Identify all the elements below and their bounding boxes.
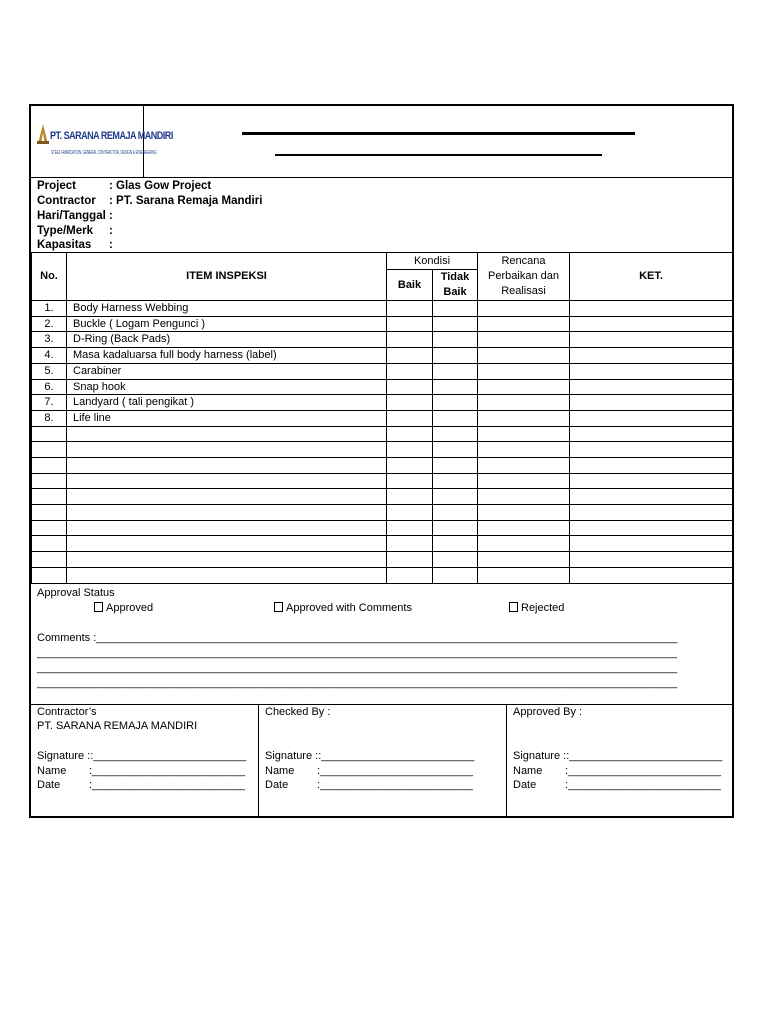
info-row-project [37, 179, 211, 194]
signature-checked-by [259, 704, 507, 818]
inspection-table [31, 252, 733, 584]
row-baik-cell[interactable] [387, 442, 433, 458]
approval-title: Approval Status [37, 587, 115, 599]
row-rencana-cell[interactable] [478, 520, 570, 536]
signature-approved-by [507, 704, 732, 818]
row-tidak-baik-cell[interactable] [433, 379, 478, 395]
row-ket-cell[interactable] [570, 410, 733, 426]
name-field[interactable]: Name :_________________________ [513, 765, 721, 777]
row-baik-cell[interactable] [387, 473, 433, 489]
row-tidak-baik-cell[interactable] [433, 395, 478, 411]
table-row [32, 489, 733, 505]
rejected-checkbox[interactable] [509, 602, 518, 612]
row-item [67, 426, 387, 442]
row-item: Snap hook [67, 379, 387, 395]
signature-title: Contractor’s [37, 706, 97, 718]
row-number [32, 505, 67, 521]
row-item [67, 489, 387, 505]
row-number [32, 426, 67, 442]
row-item [67, 536, 387, 552]
subtitle-line [275, 154, 602, 156]
row-tidak-baik-cell[interactable] [433, 567, 478, 583]
row-item: Buckle ( Logam Pengunci ) [67, 316, 387, 332]
row-item: Landyard ( tali pengikat ) [67, 395, 387, 411]
approved-option[interactable] [94, 602, 153, 614]
row-rencana-cell[interactable] [478, 426, 570, 442]
name-field[interactable]: Name :_________________________ [265, 765, 473, 777]
row-item [67, 567, 387, 583]
row-tidak-baik-cell[interactable] [433, 473, 478, 489]
row-tidak-baik-cell[interactable] [433, 458, 478, 474]
row-rencana-cell[interactable] [478, 379, 570, 395]
row-tidak-baik-cell[interactable] [433, 552, 478, 568]
row-baik-cell[interactable] [387, 410, 433, 426]
header-baik: Baik [387, 270, 433, 301]
title-line [242, 132, 635, 135]
info-value: : [109, 210, 113, 222]
row-tidak-baik-cell[interactable] [433, 426, 478, 442]
row-ket-cell[interactable] [570, 348, 733, 364]
table-row [32, 316, 733, 332]
row-number: 5. [32, 363, 67, 379]
row-baik-cell[interactable] [387, 395, 433, 411]
comments-line: _______________________________________________________________________________________________ [96, 632, 678, 644]
date-field[interactable]: Date :_________________________ [37, 779, 245, 791]
row-baik-cell[interactable] [387, 458, 433, 474]
table-row [32, 379, 733, 395]
company-logo [31, 106, 173, 177]
row-baik-cell[interactable] [387, 505, 433, 521]
row-baik-cell[interactable] [387, 316, 433, 332]
header-ket: KET. [570, 253, 733, 301]
info-row-contractor [37, 194, 262, 209]
info-label: Kapasitas [37, 239, 92, 251]
row-tidak-baik-cell[interactable] [433, 489, 478, 505]
row-number: 4. [32, 348, 67, 364]
row-item: Carabiner [67, 363, 387, 379]
approval-section [31, 584, 732, 705]
row-number: 7. [32, 395, 67, 411]
row-item [67, 442, 387, 458]
signature-field[interactable]: Signature ::_________________________ [513, 750, 723, 762]
table-row [32, 395, 733, 411]
row-number [32, 567, 67, 583]
row-baik-cell[interactable] [387, 552, 433, 568]
row-rencana-cell[interactable] [478, 363, 570, 379]
row-tidak-baik-cell[interactable] [433, 363, 478, 379]
row-tidak-baik-cell[interactable] [433, 348, 478, 364]
comments-line[interactable]: _____________________________________________________________________________________________________________ [37, 647, 678, 659]
row-item: Body Harness Webbing [67, 301, 387, 317]
table-row [32, 332, 733, 348]
comments-label: Comments : [37, 632, 97, 644]
row-item [67, 458, 387, 474]
row-rencana-cell[interactable] [478, 332, 570, 348]
row-tidak-baik-cell[interactable] [433, 316, 478, 332]
row-baik-cell[interactable] [387, 379, 433, 395]
row-baik-cell[interactable] [387, 332, 433, 348]
row-number: 3. [32, 332, 67, 348]
table-row [32, 442, 733, 458]
signature-title: Checked By : [265, 706, 331, 718]
info-value: : [109, 225, 113, 237]
row-rencana-cell[interactable] [478, 458, 570, 474]
date-field[interactable]: Date :_________________________ [265, 779, 473, 791]
table-row [32, 520, 733, 536]
row-baik-cell[interactable] [387, 301, 433, 317]
row-ket-cell[interactable] [570, 489, 733, 505]
row-number: 8. [32, 410, 67, 426]
row-ket-cell[interactable] [570, 316, 733, 332]
row-ket-cell[interactable] [570, 332, 733, 348]
comments-field[interactable] [37, 632, 677, 644]
info-label: Contractor [37, 195, 96, 207]
date-field[interactable]: Date :_________________________ [513, 779, 721, 791]
info-value: : PT. Sarana Remaja Mandiri [109, 195, 263, 207]
comments-line[interactable]: _____________________________________________________________________________________________________________ [37, 677, 678, 689]
row-baik-cell[interactable] [387, 536, 433, 552]
name-field[interactable]: Name :_________________________ [37, 765, 245, 777]
row-number [32, 520, 67, 536]
rejected-label: Rejected [521, 602, 565, 614]
header-tidak-baik: Tidak Baik [433, 270, 478, 301]
row-number: 2. [32, 316, 67, 332]
info-row-capacity [37, 238, 113, 253]
row-tidak-baik-cell[interactable] [433, 520, 478, 536]
approved-label: Approved [106, 602, 154, 614]
row-ket-cell[interactable] [570, 426, 733, 442]
logo-icon [37, 124, 49, 144]
table-row [32, 363, 733, 379]
row-tidak-baik-cell[interactable] [433, 505, 478, 521]
row-ket-cell[interactable] [570, 301, 733, 317]
row-rencana-cell[interactable] [478, 567, 570, 583]
table-row [32, 505, 733, 521]
table-row [32, 301, 733, 317]
project-info [31, 177, 732, 253]
row-tidak-baik-cell[interactable] [433, 536, 478, 552]
row-ket-cell[interactable] [570, 567, 733, 583]
info-label: Type/Merk [37, 225, 94, 237]
signature-field[interactable]: Signature ::_________________________ [265, 750, 475, 762]
row-number [32, 489, 67, 505]
row-tidak-baik-cell[interactable] [433, 301, 478, 317]
comments-line[interactable]: _____________________________________________________________________________________________________________ [37, 662, 678, 674]
row-rencana-cell[interactable] [478, 301, 570, 317]
header-kondisi: Kondisi [387, 253, 478, 270]
row-rencana-cell[interactable] [478, 489, 570, 505]
row-number [32, 458, 67, 474]
row-rencana-cell[interactable] [478, 552, 570, 568]
table-row [32, 552, 733, 568]
info-row-type [37, 224, 113, 239]
row-baik-cell[interactable] [387, 426, 433, 442]
info-row-date [37, 209, 113, 224]
row-tidak-baik-cell[interactable] [433, 332, 478, 348]
row-baik-cell[interactable] [387, 363, 433, 379]
rejected-option[interactable] [509, 602, 564, 614]
row-ket-cell[interactable] [570, 505, 733, 521]
row-number: 1. [32, 301, 67, 317]
info-label: Hari/Tanggal [37, 210, 106, 222]
row-item: D-Ring (Back Pads) [67, 332, 387, 348]
signature-field[interactable]: Signature ::_________________________ [37, 750, 247, 762]
row-item: Life line [67, 410, 387, 426]
signature-title: Approved By : [513, 706, 583, 718]
row-item: Masa kadaluarsa full body harness (label) [67, 348, 387, 364]
row-baik-cell[interactable] [387, 520, 433, 536]
info-value: : Glas Gow Project [109, 180, 212, 192]
approved-checkbox[interactable] [94, 602, 103, 612]
row-rencana-cell[interactable] [478, 473, 570, 489]
row-item [67, 473, 387, 489]
table-row [32, 536, 733, 552]
row-ket-cell[interactable] [570, 395, 733, 411]
row-ket-cell[interactable] [570, 458, 733, 474]
row-tidak-baik-cell[interactable] [433, 410, 478, 426]
info-value: : [109, 239, 113, 251]
row-number [32, 473, 67, 489]
header-item: ITEM INSPEKSI [67, 253, 387, 301]
row-item [67, 505, 387, 521]
row-number: 6. [32, 379, 67, 395]
row-baik-cell[interactable] [387, 489, 433, 505]
row-ket-cell[interactable] [570, 442, 733, 458]
row-rencana-cell[interactable] [478, 316, 570, 332]
inspection-form [29, 104, 734, 818]
row-baik-cell[interactable] [387, 348, 433, 364]
form-header [31, 106, 732, 178]
header-rencana: Rencana Perbaikan dan Realisasi [478, 253, 570, 301]
table-row [32, 426, 733, 442]
row-item [67, 520, 387, 536]
row-rencana-cell[interactable] [478, 442, 570, 458]
row-number [32, 536, 67, 552]
row-ket-cell[interactable] [570, 552, 733, 568]
row-tidak-baik-cell[interactable] [433, 442, 478, 458]
table-row [32, 348, 733, 364]
table-row [32, 567, 733, 583]
row-rencana-cell[interactable] [478, 410, 570, 426]
row-baik-cell[interactable] [387, 567, 433, 583]
row-item [67, 552, 387, 568]
approved-with-comments-option[interactable] [274, 602, 412, 614]
logo-company-name: PT. SARANA REMAJA MANDIRI [50, 130, 173, 142]
row-ket-cell[interactable] [570, 536, 733, 552]
row-ket-cell[interactable] [570, 473, 733, 489]
header-no: No. [32, 253, 67, 301]
row-rencana-cell[interactable] [478, 505, 570, 521]
row-number [32, 442, 67, 458]
row-rencana-cell[interactable] [478, 348, 570, 364]
table-row [32, 410, 733, 426]
row-ket-cell[interactable] [570, 520, 733, 536]
row-ket-cell[interactable] [570, 379, 733, 395]
row-rencana-cell[interactable] [478, 536, 570, 552]
approved-with-comments-label: Approved with Comments [286, 602, 412, 614]
row-rencana-cell[interactable] [478, 395, 570, 411]
info-label: Project [37, 180, 76, 192]
table-row [32, 473, 733, 489]
signature-company: PT. SARANA REMAJA MANDIRI [37, 720, 198, 732]
logo-tagline: STEEL FABRICATION, GENERAL CONTRACTOR, DESIGN & ENGINEERING [51, 150, 157, 156]
row-number [32, 552, 67, 568]
approved-with-comments-checkbox[interactable] [274, 602, 283, 612]
table-row [32, 458, 733, 474]
signature-contractor [31, 704, 259, 818]
row-ket-cell[interactable] [570, 363, 733, 379]
